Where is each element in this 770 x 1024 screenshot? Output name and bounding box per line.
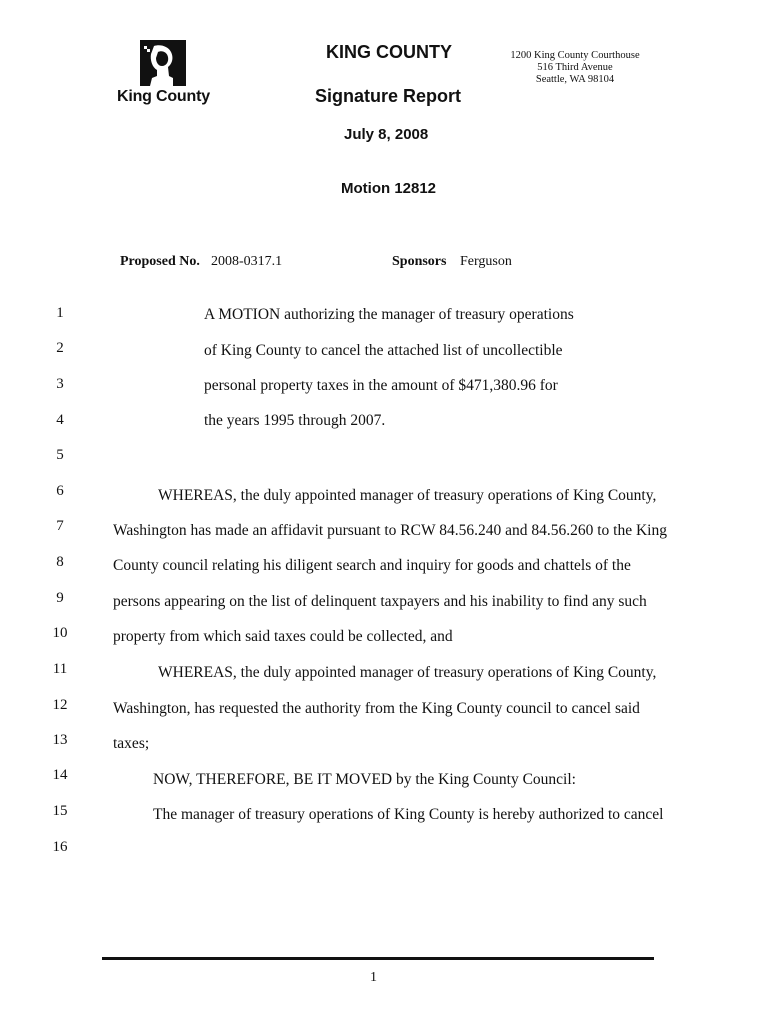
line-number: 5 bbox=[56, 447, 64, 463]
address-line: Seattle, WA 98104 bbox=[535, 74, 615, 85]
line-number: 6 bbox=[56, 483, 64, 499]
motion-number: Motion 12812 bbox=[341, 180, 437, 197]
proposed-value: 2008-0317.1 bbox=[211, 254, 283, 269]
line-number: 16 bbox=[52, 839, 68, 855]
address-line: 1200 King County Courthouse bbox=[510, 50, 640, 61]
text-line: The manager of treasury operations of King County is hereby authorized to cancel bbox=[153, 806, 664, 823]
line-number: 9 bbox=[56, 590, 64, 606]
address-line: 516 Third Avenue bbox=[537, 62, 613, 73]
line-number: 1 bbox=[56, 305, 64, 321]
footer-rule bbox=[102, 957, 654, 960]
text-line: Washington, has requested the authority from the King County council to cancel said bbox=[113, 700, 640, 717]
line-number: 14 bbox=[52, 767, 68, 783]
report-date: July 8, 2008 bbox=[344, 126, 429, 143]
line-number: 8 bbox=[56, 554, 64, 570]
page-number: 1 bbox=[370, 970, 377, 985]
line-number: 11 bbox=[52, 661, 68, 677]
text-line: the years 1995 through 2007. bbox=[204, 412, 386, 429]
text-line: taxes; bbox=[113, 735, 150, 752]
line-number: 10 bbox=[52, 625, 68, 641]
text-line: persons appearing on the list of delinquent taxpayers and his inability to find any such bbox=[113, 593, 647, 610]
line-number: 7 bbox=[56, 518, 64, 534]
logo-text: King County bbox=[117, 88, 210, 105]
king-county-logo-icon bbox=[140, 40, 186, 86]
sponsors-label: Sponsors bbox=[392, 254, 447, 269]
text-line: A MOTION authorizing the manager of treasury operations bbox=[204, 306, 574, 323]
line-number: 12 bbox=[52, 697, 68, 713]
line-number: 2 bbox=[56, 340, 64, 356]
sponsors-value: Ferguson bbox=[460, 254, 512, 269]
text-line: County council relating his diligent search and inquiry for goods and chattels of the bbox=[113, 557, 631, 574]
report-title: Signature Report bbox=[315, 86, 462, 106]
org-title: KING COUNTY bbox=[326, 42, 452, 62]
line-number: 15 bbox=[52, 803, 68, 819]
text-line: NOW, THEREFORE, BE IT MOVED by the King County Council: bbox=[153, 771, 576, 788]
text-line: Washington has made an affidavit pursuant to RCW 84.56.240 and 84.56.260 to the King bbox=[113, 522, 667, 539]
text-line: personal property taxes in the amount of $471,380.96 for bbox=[204, 377, 558, 394]
text-line: property from which said taxes could be collected, and bbox=[113, 628, 453, 645]
text-line: WHEREAS, the duly appointed manager of treasury operations of King County, bbox=[158, 664, 657, 681]
address-block bbox=[500, 50, 650, 86]
line-number: 3 bbox=[56, 376, 64, 392]
line-number: 13 bbox=[52, 732, 68, 748]
text-line: of King County to cancel the attached list of uncollectible bbox=[204, 342, 563, 359]
proposed-label: Proposed No. bbox=[120, 254, 200, 269]
text-line: WHEREAS, the duly appointed manager of treasury operations of King County, bbox=[158, 487, 657, 504]
line-number: 4 bbox=[56, 412, 64, 428]
